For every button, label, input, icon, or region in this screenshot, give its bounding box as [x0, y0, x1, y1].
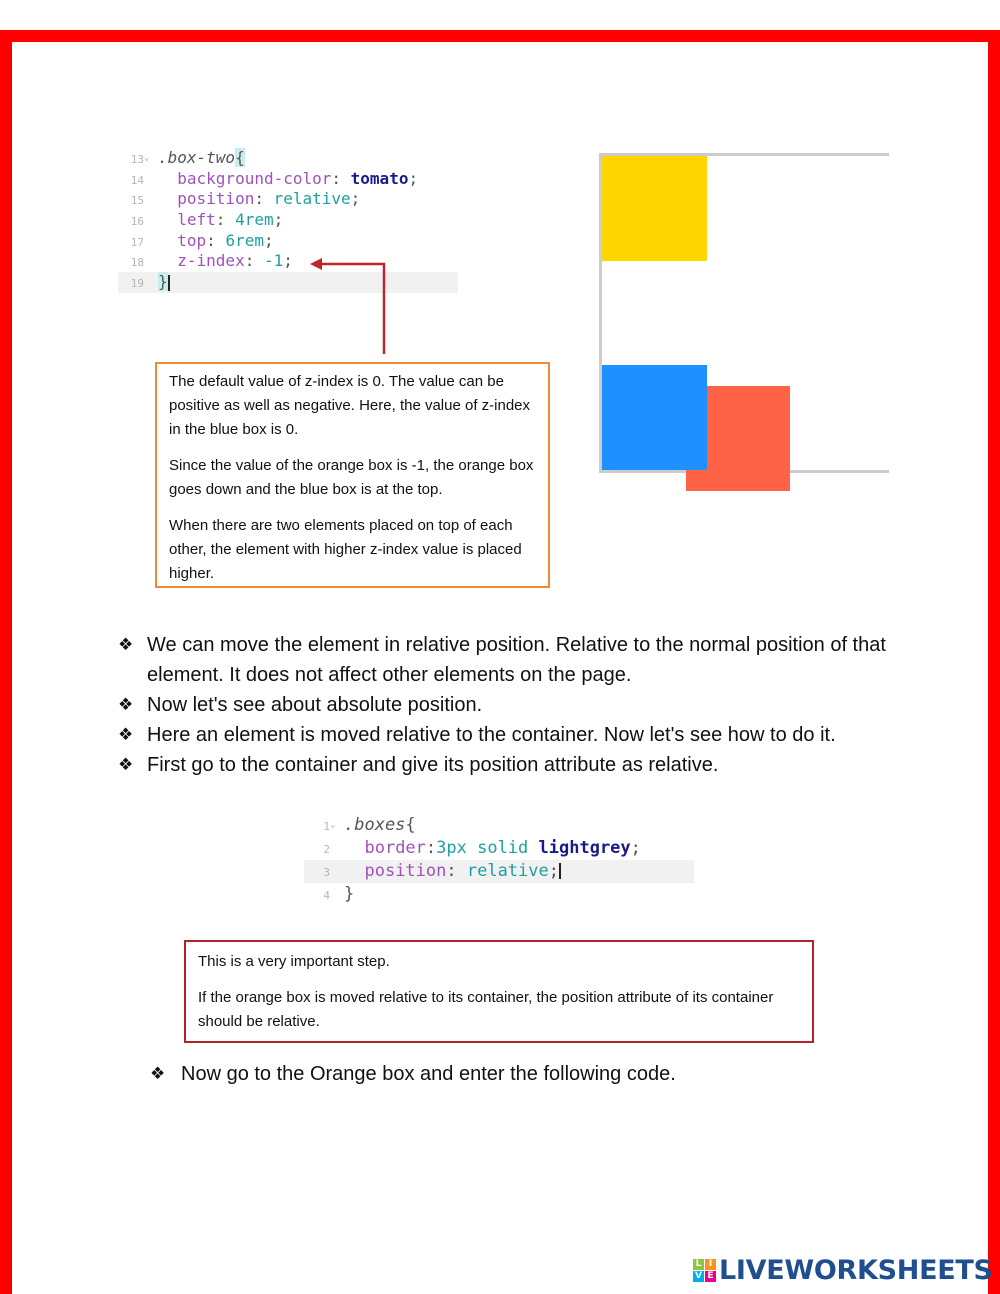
code-line: 2 border:3px solid lightgrey; [323, 838, 641, 858]
text-cursor [559, 863, 561, 879]
code-line-active: 19 } [118, 272, 458, 293]
note-paragraph: Since the value of the orange box is -1, the orange box goes down and the blue box is at the top. [169, 457, 534, 498]
bullet-diamond-icon: ❖ [118, 635, 134, 654]
preview-container [599, 153, 889, 473]
code-line-active: 3 position: relative; [304, 860, 694, 883]
note-z-index [155, 362, 550, 588]
code-line-z-index: 18 z-index: -1; [130, 251, 293, 271]
code-line: 16 left: 4rem; [130, 210, 284, 230]
bullet-diamond-icon: ❖ [118, 725, 134, 744]
blue-box [602, 365, 707, 470]
text-cursor [168, 275, 170, 291]
code-block-box-two [118, 148, 458, 293]
logo-text: LIVEWORKSHEETS [719, 1254, 993, 1286]
code-line: 1 ⌄ .boxes{ [323, 815, 416, 835]
list-item-last: ❖ Now go to the Orange box and enter the following code. [150, 1059, 850, 1089]
arrow-line [318, 264, 384, 354]
fold-chevron-icon: ⌄ [330, 820, 336, 830]
code-block-boxes [304, 814, 694, 906]
code-line: 14 background-color: tomato; [130, 168, 419, 188]
list-item: ❖ We can move the element in relative position. Relative to the normal position of that element. It does not affect other elements on the page. [118, 630, 898, 690]
arrow-annotation [300, 250, 400, 360]
fold-chevron-icon: ⌄ [144, 153, 150, 163]
note-paragraph: The default value of z-index is 0. The value can be positive as well as negative. Here, the value of z-index in the blue box is 0. [169, 373, 531, 438]
code-line: 17 top: 6rem; [130, 230, 274, 250]
note-important-step [184, 940, 814, 1043]
note-paragraph: If the orange box is moved relative to its container, the position attribute of its container should be relative. [198, 989, 774, 1030]
bullet-diamond-icon: ❖ [118, 695, 134, 714]
logo-cubes-icon: L I V E [693, 1259, 716, 1282]
list-item: ❖ Now let's see about absolute position. [118, 690, 898, 720]
bullet-diamond-icon: ❖ [150, 1064, 166, 1083]
code-line: 4 } [323, 884, 355, 904]
note-paragraph: This is a very important step. [198, 953, 390, 970]
bullet-list [118, 630, 898, 780]
list-item: ❖ Here an element is moved relative to the container. Now let's see how to do it. [118, 720, 898, 750]
list-item: ❖ First go to the container and give its position attribute as relative. [118, 750, 898, 780]
note-paragraph: When there are two elements placed on top of each other, the element with higher z-index value is placed higher. [169, 517, 522, 582]
arrow-head-icon [310, 258, 322, 270]
code-line: 13 ⌄ .box-two{ [130, 148, 245, 167]
bullet-diamond-icon: ❖ [118, 755, 134, 774]
liveworksheets-logo [693, 1253, 993, 1287]
code-line: 15 position: relative; [130, 189, 361, 209]
yellow-box [602, 156, 707, 261]
